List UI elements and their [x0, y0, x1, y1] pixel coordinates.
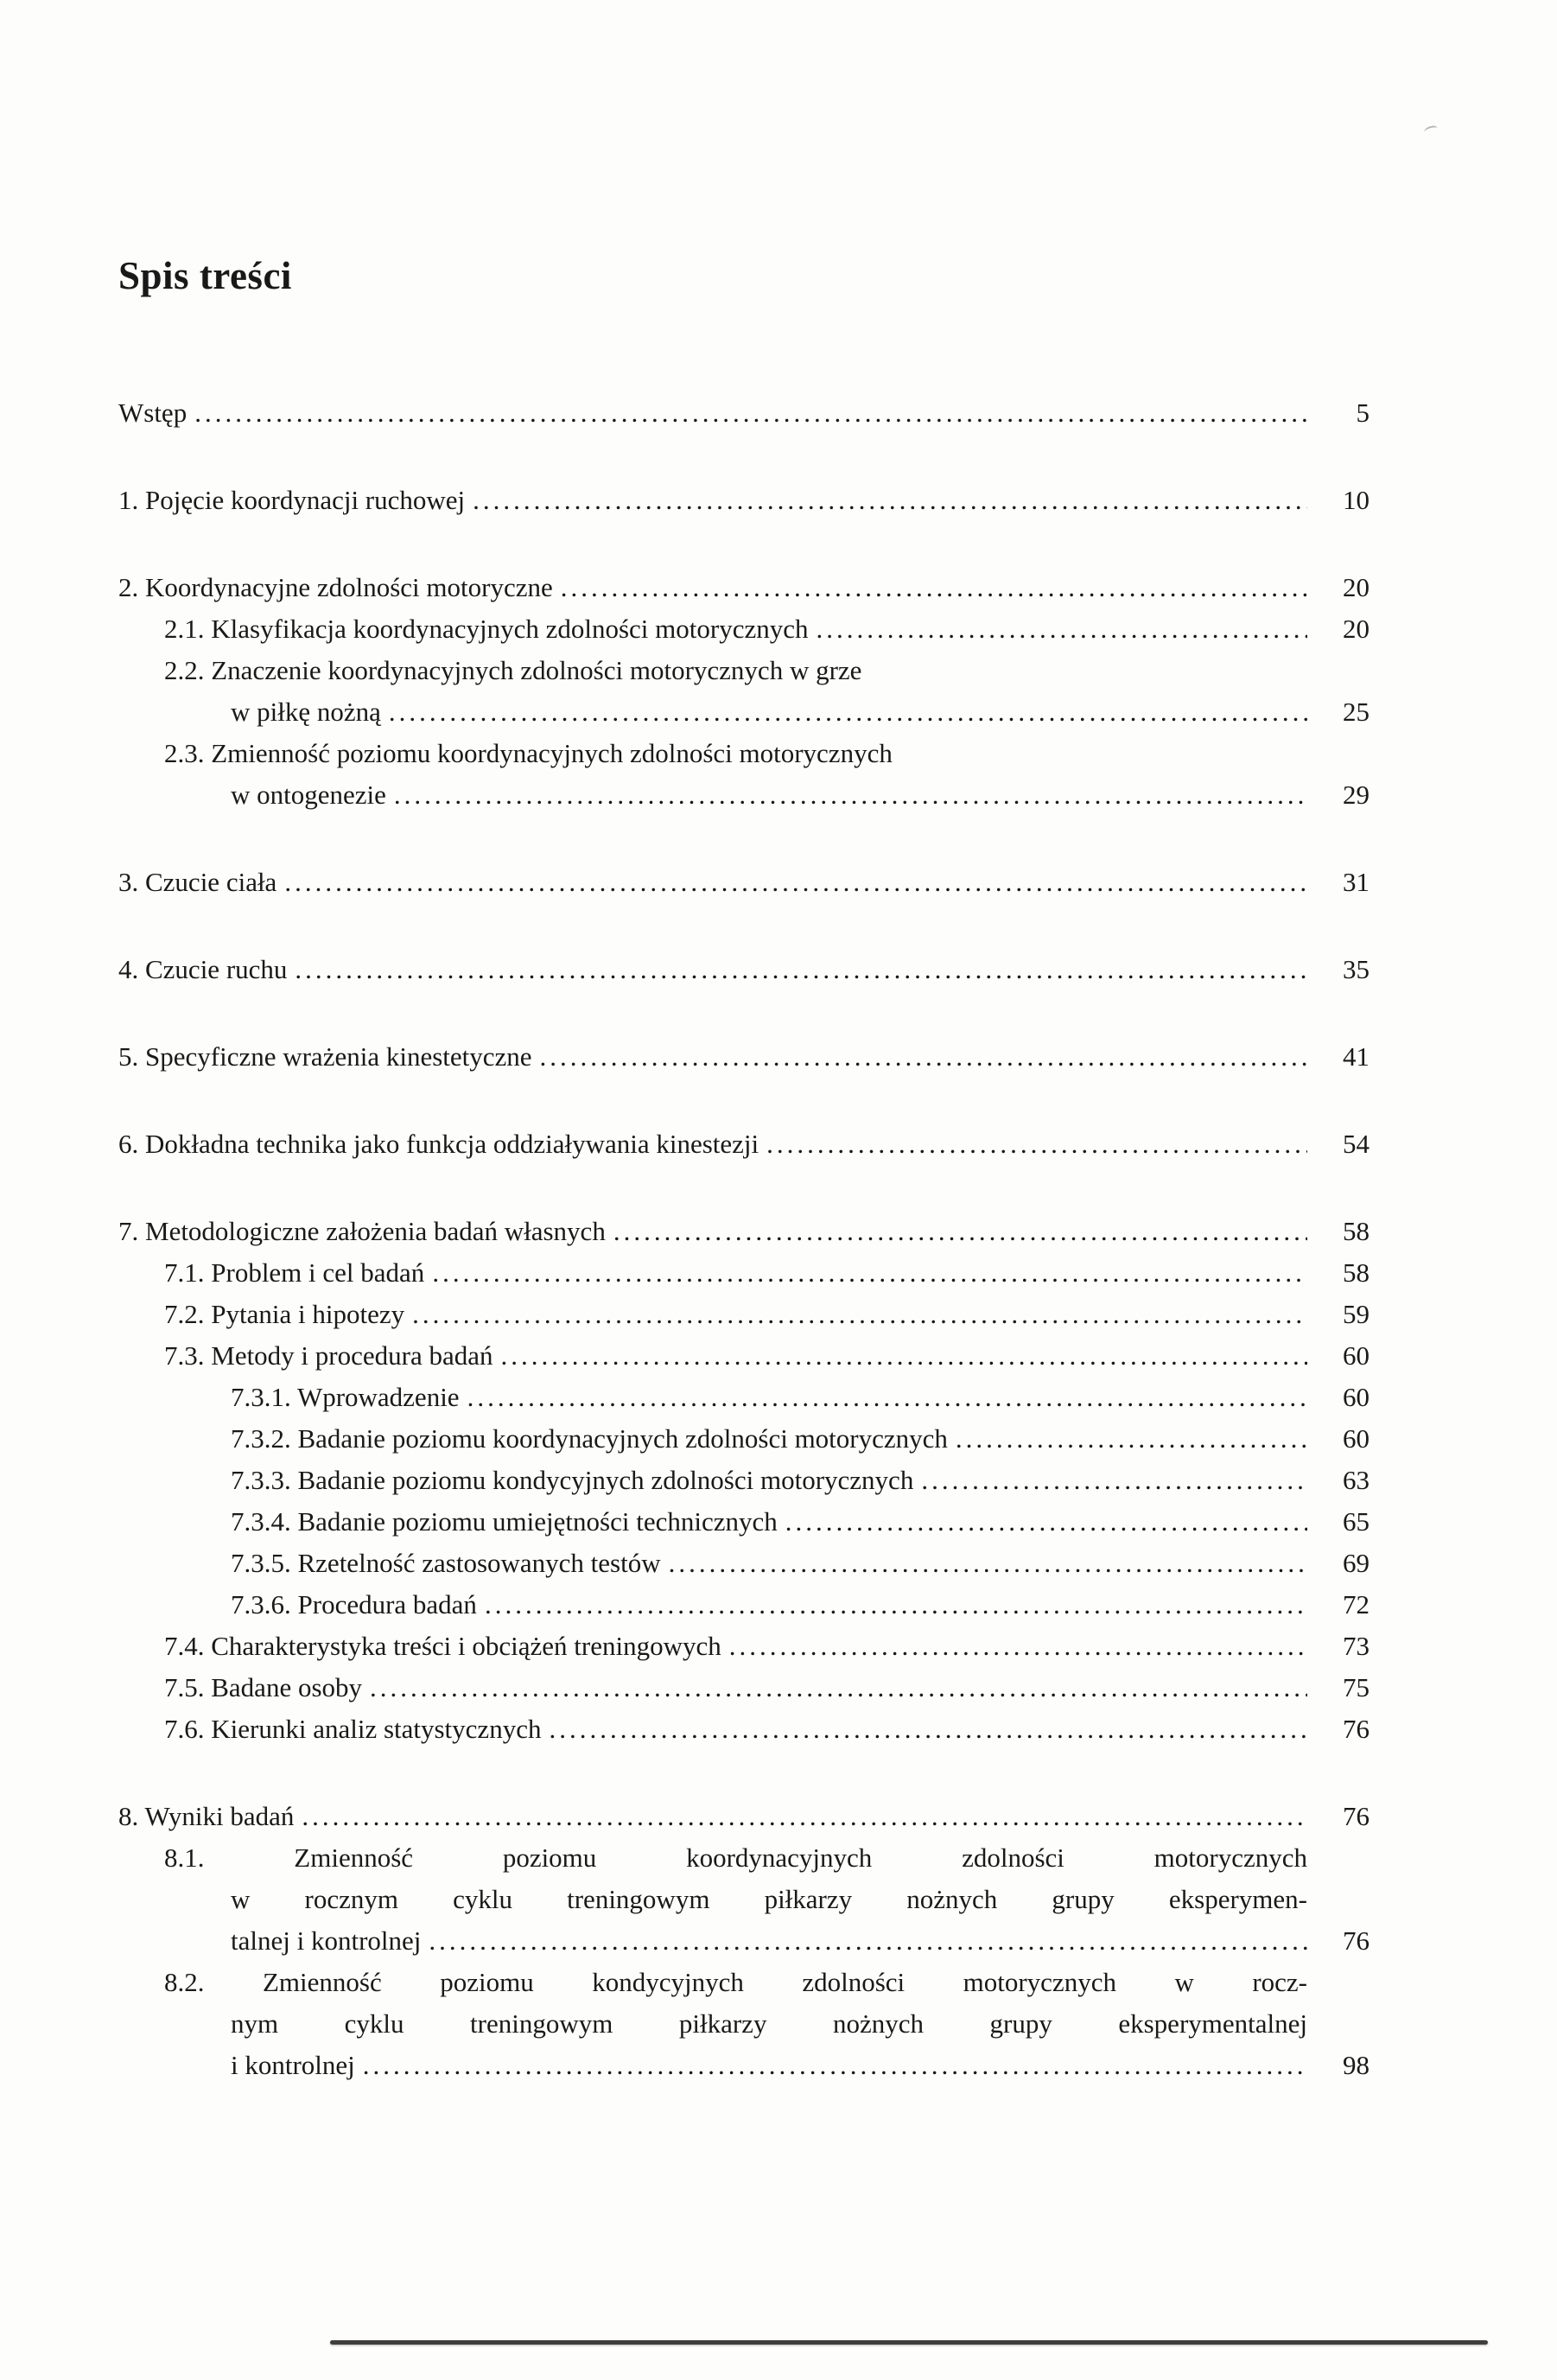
- entry-line: [118, 392, 1370, 434]
- dot-leader: [284, 862, 1307, 903]
- toc-entry: [164, 608, 1370, 650]
- entry-page-number: 76: [1343, 1925, 1370, 1956]
- entry-text: 1. Pojęcie koordynacji ruchowej: [118, 485, 466, 515]
- entry-page-number: 10: [1343, 485, 1370, 515]
- dot-leader: [485, 1584, 1307, 1626]
- entry-page-number: 31: [1343, 867, 1370, 897]
- scan-artifact-line: [330, 2340, 1488, 2345]
- dot-leader: [613, 1211, 1307, 1252]
- entry-text: 7.3.5. Rzetelność zastosowanych testów: [231, 1548, 661, 1578]
- dot-leader: [561, 567, 1307, 608]
- entry-text: 7.4. Charakterystyka treści i obciążeń treningowych: [164, 1631, 721, 1661]
- dot-leader: [194, 392, 1307, 434]
- dot-leader: [389, 691, 1307, 733]
- entry-page-number: 58: [1343, 1216, 1370, 1246]
- entry-text: 2.1. Klasyfikacja koordynacyjnych zdolności motorycznych: [164, 614, 809, 644]
- entry-text: 2.2. Znaczenie koordynacyjnych zdolności motorycznych w grze: [164, 655, 862, 685]
- toc-entry: [164, 1335, 1370, 1377]
- entry-line: [164, 1626, 1370, 1667]
- entry-line: [164, 1709, 1370, 1750]
- entry-text: 6. Dokładna technika jako funkcja oddziaływania kinestezji: [118, 1129, 759, 1159]
- dot-leader: [785, 1501, 1307, 1543]
- entry-line: [231, 1377, 1370, 1418]
- entry-line: [164, 608, 1370, 650]
- entry-text: Wstęp: [118, 398, 187, 428]
- dot-leader: [817, 608, 1308, 650]
- entry-page-number: 54: [1343, 1129, 1370, 1159]
- dot-leader: [540, 1036, 1307, 1078]
- entry-line: [118, 480, 1370, 521]
- entry-page-number: 29: [1343, 780, 1370, 810]
- toc-entry: [164, 1252, 1370, 1294]
- entry-text: 7.3.6. Procedura badań: [231, 1589, 477, 1620]
- toc-entry: [164, 733, 1370, 816]
- dot-leader: [370, 1667, 1307, 1709]
- entry-text: w ontogenezie: [231, 780, 386, 810]
- entry-line: [231, 1460, 1370, 1501]
- entry-text: 7.3.4. Badanie poziomu umiejętności technicznych: [231, 1506, 778, 1537]
- entry-line: [164, 1252, 1370, 1294]
- toc-entry: [231, 1584, 1370, 1626]
- toc-entry: [118, 480, 1370, 521]
- entry-text: 2. Koordynacyjne zdolności motoryczne: [118, 572, 553, 602]
- toc-entry: [231, 1377, 1370, 1418]
- entry-line: [164, 1667, 1370, 1709]
- entry-page-number: 58: [1343, 1257, 1370, 1288]
- dot-leader: [669, 1543, 1307, 1584]
- toc-entry: [118, 567, 1370, 608]
- entry-page-number: 72: [1343, 1589, 1370, 1620]
- entry-text: 5. Specyficzne wrażenia kinestetyczne: [118, 1041, 532, 1072]
- toc-entry: [231, 1543, 1370, 1584]
- entry-text: 7.1. Problem i cel badań: [164, 1257, 425, 1288]
- entry-line: [164, 1294, 1370, 1335]
- entry-line: [231, 774, 1370, 816]
- entry-page-number: 25: [1343, 697, 1370, 727]
- entry-page-number: 75: [1343, 1672, 1370, 1702]
- entry-line: [231, 2045, 1370, 2086]
- entry-line: [231, 691, 1370, 733]
- entry-text: 4. Czucie ruchu: [118, 954, 288, 984]
- toc-entry: [164, 1294, 1370, 1335]
- entry-line: [231, 1418, 1370, 1460]
- entry-line: [164, 650, 1370, 691]
- entry-line: [164, 1837, 1307, 1879]
- entry-text: w rocznym cyklu treningowym piłkarzy nożnych grupy eksperymen-: [231, 1884, 1307, 1914]
- dot-leader: [473, 480, 1307, 521]
- entry-text: 7.2. Pytania i hipotezy: [164, 1299, 405, 1329]
- entry-page-number: 20: [1343, 572, 1370, 602]
- dot-leader: [467, 1377, 1307, 1418]
- entry-line: [231, 1543, 1370, 1584]
- entry-text: 7.3.1. Wprowadzenie: [231, 1382, 460, 1412]
- toc-entry: [118, 862, 1370, 903]
- entry-text: 8.2. Zmienność poziomu kondycyjnych zdolności motorycznych w rocz-: [164, 1967, 1307, 1997]
- dot-leader: [412, 1294, 1307, 1335]
- entry-text: w piłkę nożną: [231, 697, 381, 727]
- entry-page-number: 98: [1343, 2050, 1370, 2080]
- dot-leader: [394, 774, 1307, 816]
- entry-page-number: 76: [1343, 1801, 1370, 1831]
- entry-text: talnej i kontrolnej: [231, 1925, 422, 1956]
- entry-page-number: 59: [1343, 1299, 1370, 1329]
- toc-entry: [164, 1962, 1370, 2086]
- entry-text: i kontrolnej: [231, 2050, 355, 2080]
- toc-entry: [118, 1796, 1370, 1837]
- toc-entry: [231, 1460, 1370, 1501]
- entry-line: [164, 1962, 1307, 2003]
- entry-text: 8.1. Zmienność poziomu koordynacyjnych zdolności motorycznych: [164, 1842, 1307, 1873]
- toc-entry: [118, 949, 1370, 990]
- dot-leader: [295, 949, 1307, 990]
- entry-text: 7.3.3. Badanie poziomu kondycyjnych zdolności motorycznych: [231, 1465, 914, 1495]
- entry-line: [118, 862, 1370, 903]
- entry-line: [118, 1211, 1370, 1252]
- entry-page-number: 63: [1343, 1465, 1370, 1495]
- entry-text: 8. Wyniki badań: [118, 1801, 295, 1831]
- toc-entry: [164, 1709, 1370, 1750]
- toc-entry: [118, 1036, 1370, 1078]
- entry-page-number: 65: [1343, 1506, 1370, 1537]
- entry-line: [118, 1796, 1370, 1837]
- entry-page-number: 69: [1343, 1548, 1370, 1578]
- entry-line: [231, 1501, 1370, 1543]
- scan-artifact-mark: [1423, 124, 1439, 136]
- entry-page-number: 5: [1356, 398, 1370, 428]
- entry-page-number: 60: [1343, 1423, 1370, 1454]
- toc-entry: [164, 1667, 1370, 1709]
- entry-line: [231, 1920, 1370, 1962]
- entry-line: [118, 1036, 1370, 1078]
- entry-line: [164, 1335, 1370, 1377]
- entry-page-number: 20: [1343, 614, 1370, 644]
- entry-text: 7.5. Badane osoby: [164, 1672, 363, 1702]
- entry-text: 7. Metodologiczne założenia badań własnych: [118, 1216, 606, 1246]
- entry-page-number: 60: [1343, 1382, 1370, 1412]
- toc-entry: [164, 650, 1370, 733]
- entry-line: [164, 733, 1370, 774]
- dot-leader: [501, 1335, 1308, 1377]
- entry-page-number: 41: [1343, 1041, 1370, 1072]
- toc-entry: [164, 1626, 1370, 1667]
- toc-entry: [118, 392, 1370, 434]
- entry-page-number: 76: [1343, 1714, 1370, 1744]
- toc-entry: [231, 1418, 1370, 1460]
- entry-text: 7.6. Kierunki analiz statystycznych: [164, 1714, 542, 1744]
- toc-list: [118, 392, 1370, 2086]
- toc-entry: [118, 1211, 1370, 1252]
- dot-leader: [921, 1460, 1307, 1501]
- dot-leader: [363, 2045, 1307, 2086]
- entry-line: [118, 1123, 1370, 1165]
- entry-line: [231, 1879, 1307, 1920]
- dot-leader: [729, 1626, 1307, 1667]
- toc-entry: [118, 1123, 1370, 1165]
- dot-leader: [549, 1709, 1307, 1750]
- entry-text: 7.3. Metody i procedura badań: [164, 1340, 493, 1371]
- dot-leader: [302, 1796, 1307, 1837]
- entry-line: [118, 567, 1370, 608]
- entry-text: 2.3. Zmienność poziomu koordynacyjnych zdolności motorycznych: [164, 738, 893, 768]
- entry-page-number: 73: [1343, 1631, 1370, 1661]
- toc-entry: [231, 1501, 1370, 1543]
- dot-leader: [429, 1920, 1307, 1962]
- entry-line: [231, 2003, 1307, 2045]
- dot-leader: [956, 1418, 1307, 1460]
- dot-leader: [432, 1252, 1307, 1294]
- entry-text: nym cyklu treningowym piłkarzy nożnych grupy eksperymentalnej: [231, 2008, 1307, 2039]
- page-title: Spis treści: [118, 254, 292, 297]
- toc-entry: [164, 1837, 1370, 1962]
- entry-text: 7.3.2. Badanie poziomu koordynacyjnych zdolności motorycznych: [231, 1423, 948, 1454]
- entry-text: 3. Czucie ciała: [118, 867, 277, 897]
- entry-page-number: 60: [1343, 1340, 1370, 1371]
- entry-page-number: 35: [1343, 954, 1370, 984]
- entry-line: [118, 949, 1370, 990]
- page: [118, 253, 1370, 2086]
- entry-line: [231, 1584, 1370, 1626]
- dot-leader: [766, 1123, 1307, 1165]
